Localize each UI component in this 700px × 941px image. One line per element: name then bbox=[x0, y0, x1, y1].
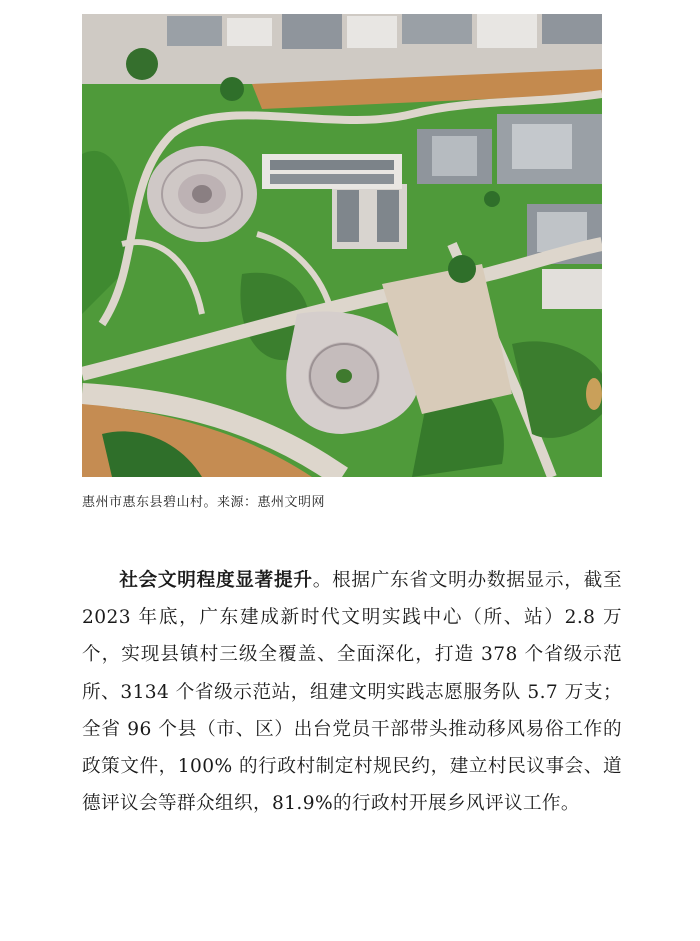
article-lead: 社会文明程度显著提升 bbox=[119, 570, 313, 591]
aerial-village-photo bbox=[82, 14, 602, 477]
article-paragraph bbox=[82, 562, 622, 822]
photo-caption: 惠州市惠东县碧山村。来源：惠州文明网 bbox=[82, 495, 326, 510]
article-body bbox=[82, 562, 622, 822]
article-text: 。根据广东省文明办数据显示，截至 2023 年底，广东建成新时代文明实践中心（所、站）2.8 万个，实现县镇村三级全覆盖、全面深化，打造 378 个省级示范所、3134 个省级示范站，组建文明实践志愿服务队 5.7 万支；全省 96 个县（市、区）出台党员干部带头推动移风易俗工作的政策文件，100% 的行政村制定村规民约，建立村民议事会、道德评议会等群众组织，81.9%的行政村开展乡风评议工作。 bbox=[82, 570, 622, 815]
